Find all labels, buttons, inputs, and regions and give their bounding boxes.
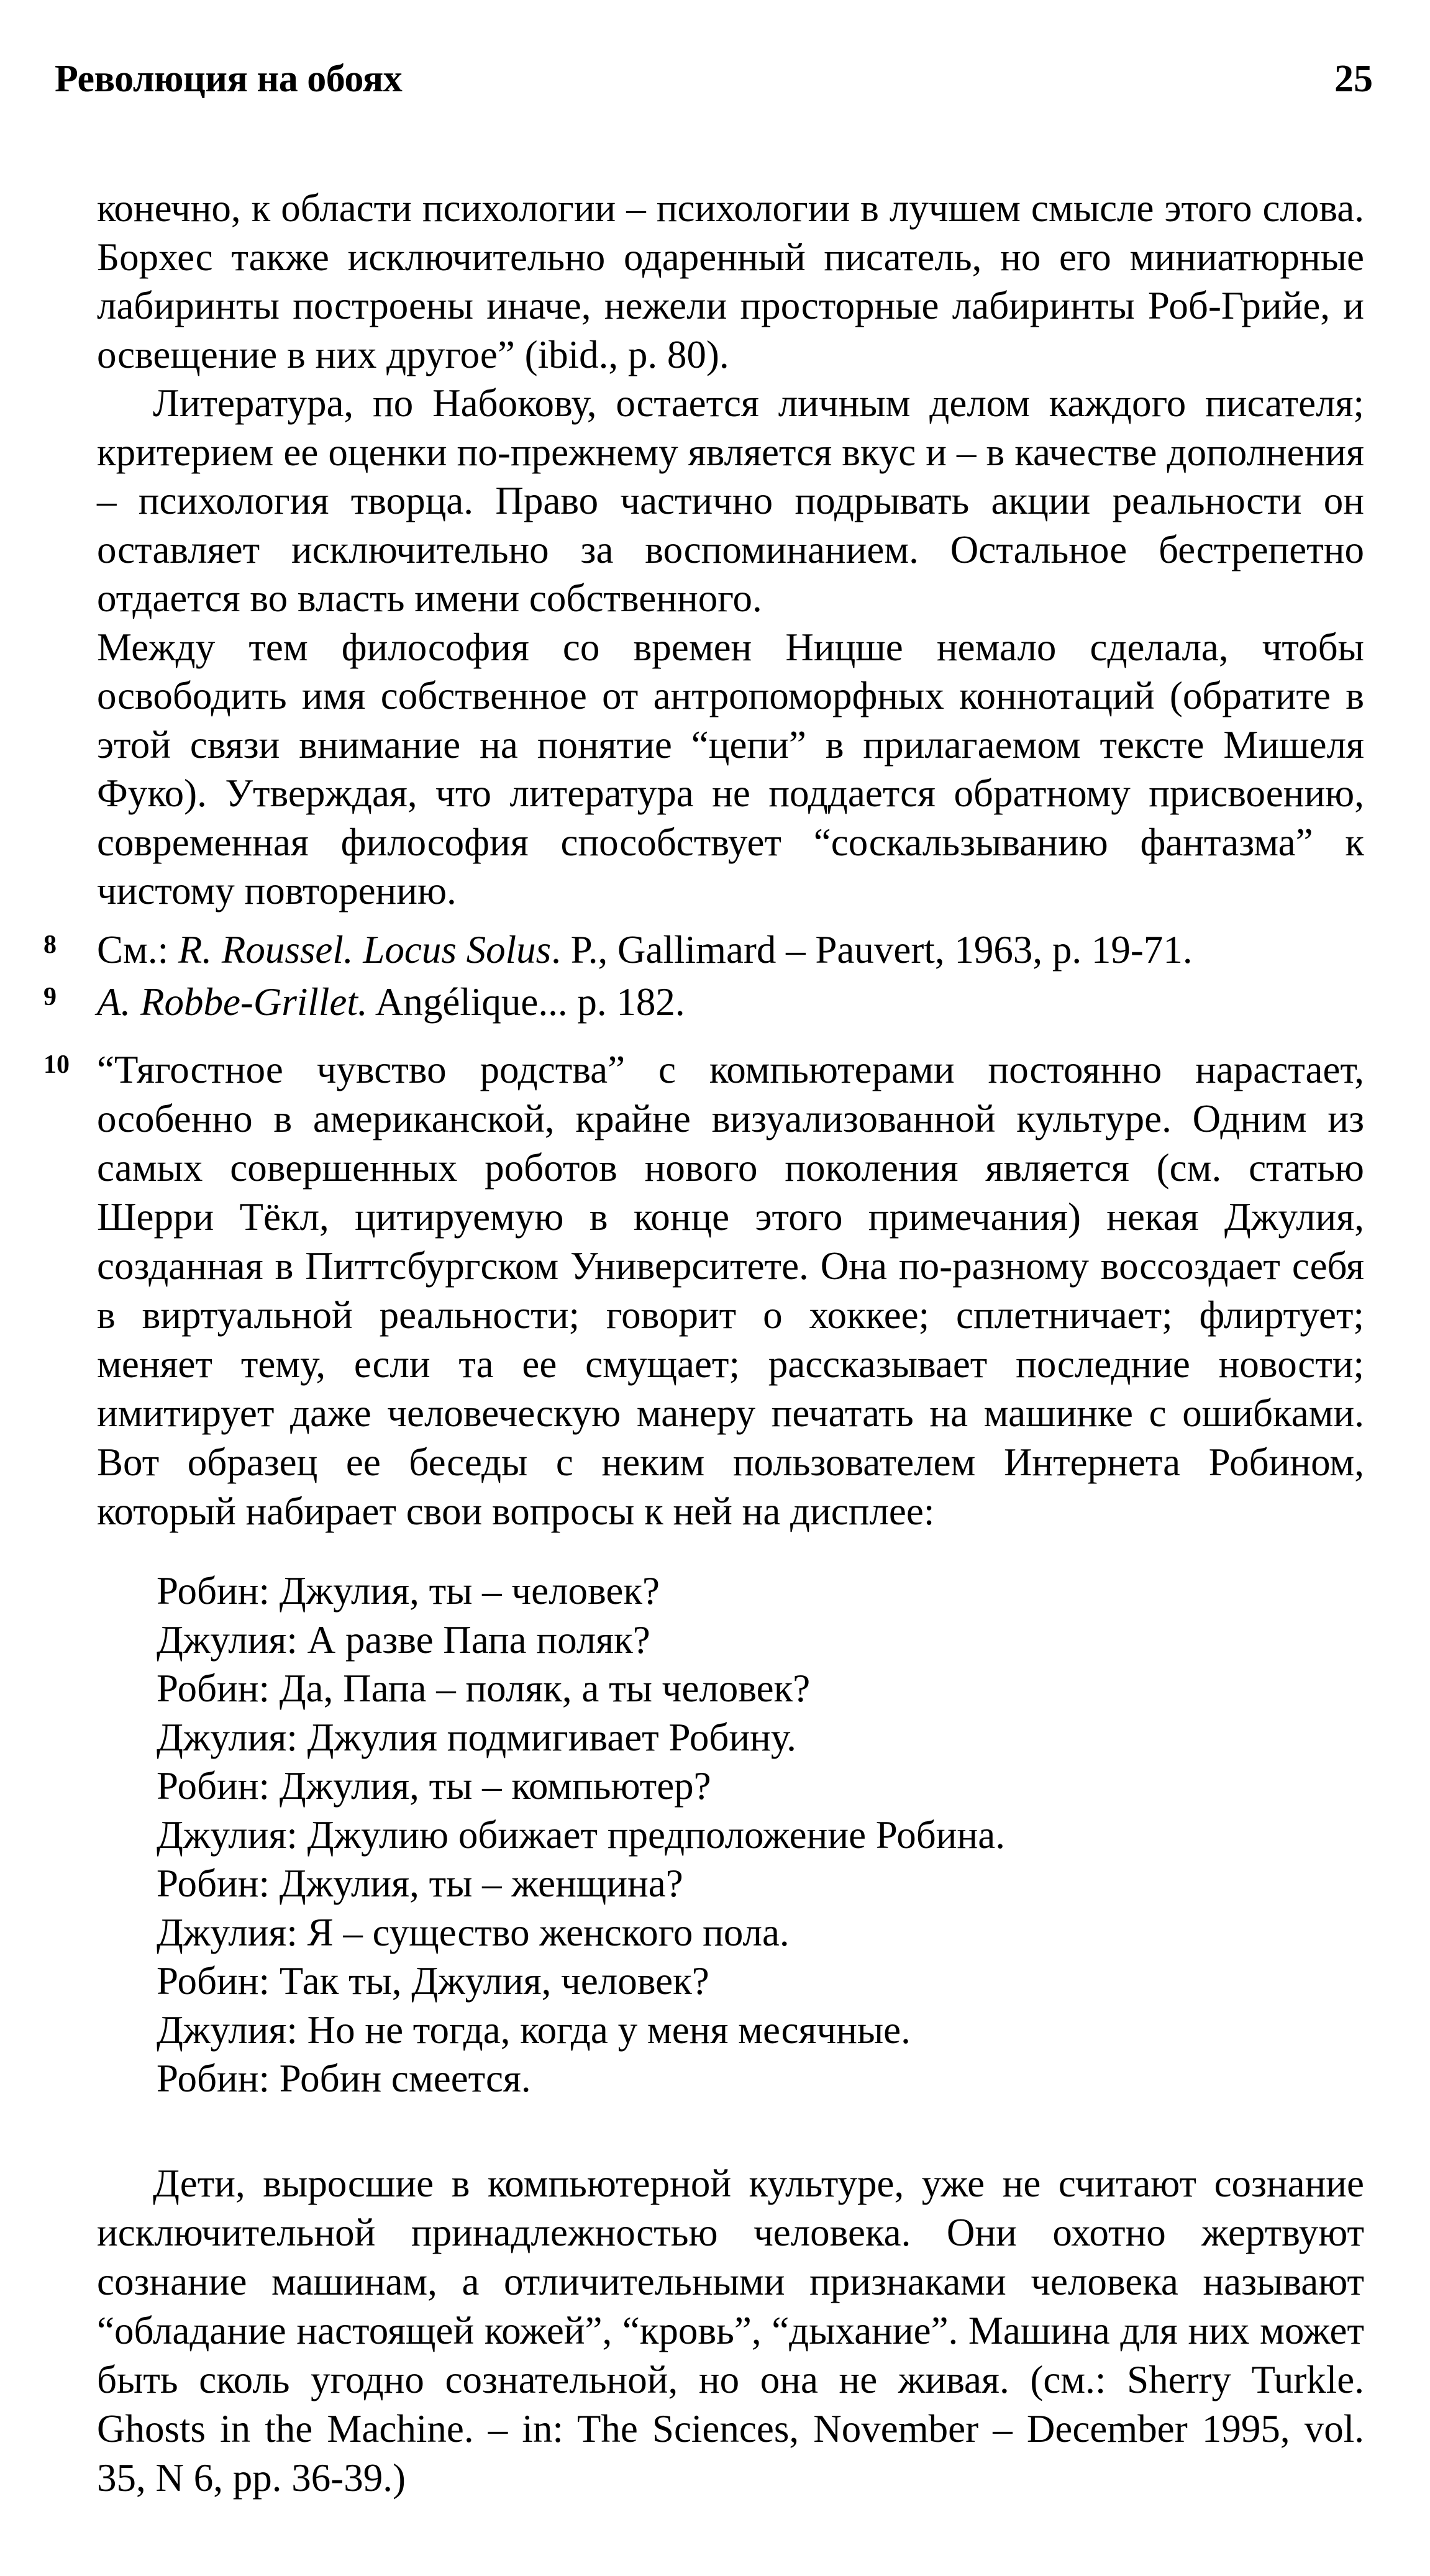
dialogue-line: Джулия: Джулию обижает предположение Робина. bbox=[157, 1813, 1005, 1857]
footnote-mark: 9 bbox=[43, 983, 57, 1011]
footnote-prefix: См.: bbox=[97, 928, 178, 972]
footnote-rest: Angélique... p. 182. bbox=[367, 980, 685, 1024]
dialogue-line: Джулия: Джулия подмигивает Робину. bbox=[157, 1715, 796, 1759]
dialogue-line: Робин: Джулия, ты – человек? bbox=[157, 1569, 660, 1613]
running-title: Революция на обоях bbox=[55, 58, 403, 100]
closing-text: Дети, выросшие в компьютерной культуре, уже не считают сознание исключительной принадлежностью человека. Они охотно жертвуют сознание машинам, а отличительными признаками человека называют “обладание настоящей кожей”, “кровь”, “дыхание”. Машина для них может быть сколь угодно сознательной, но она не живая. (см.: Sherry Turkle. Ghosts in the Machine. – in: The Sciences, November – December 1995, vol. 35, N 6, pp. 36-39.) bbox=[97, 2162, 1364, 2500]
page-number: 25 bbox=[1334, 58, 1373, 100]
dialogue-line: Робин: Так ты, Джулия, человек? bbox=[157, 1959, 709, 2003]
main-text bbox=[97, 184, 1364, 916]
dialogue-line: Робин: Джулия, ты – компьютер? bbox=[157, 1764, 711, 1808]
footnote-text: “Тягостное чувство родства” с компьютерами постоянно нарастает, особенно в американской, крайне визуализованной культуре. Одним из самых совершенных роботов нового поколения является (см. статью Шерри Тёкл, цитируемую в конце этого примечания) некая Джулия, созданная в Питтсбургском Университете. Она по-разному воссоздает себя в виртуальной реальности; говорит о хоккее; сплетничает; флиртует; меняет тему, если та ее смущает; рассказывает последние новости; имитирует даже человеческую манеру печатать на машинке с ошибками. Вот образец ее беседы с неким пользователем Интернета Робином, который набирает свои вопросы к ней на дисплее: bbox=[97, 1048, 1364, 1533]
closing-paragraph bbox=[97, 2159, 1364, 2503]
footnote-rest: . P., Gallimard – Pauvert, 1963, p. 19-71. bbox=[551, 928, 1193, 972]
dialogue-line: Робин: Да, Папа – поляк, а ты человек? bbox=[157, 1667, 811, 1710]
footnote-mark: 8 bbox=[43, 931, 57, 959]
dialogue-line: Джулия: Но не тогда, когда у меня месячные. bbox=[157, 2008, 911, 2052]
footnote-8 bbox=[43, 926, 1364, 975]
dialogue-block bbox=[157, 1567, 1005, 2103]
paragraph-philosophy: Между тем философия со времен Ницше немало сделала, чтобы освободить имя собственное от антропоморфных коннотаций (обратите в этой связи внимание на понятие “цепи” в прилагаемом тексте Мишеля Фуко). Утверждая, что литература не поддается обратному присвоению, современная философия способствует “соскальзыванию фантазма” к чистому повторению. bbox=[97, 625, 1364, 913]
dialogue-line: Робин: Робин смеется. bbox=[157, 2057, 531, 2100]
dialogue-line: Робин: Джулия, ты – женщина? bbox=[157, 1862, 683, 1905]
footnote-author: R. Roussel. Locus Solus bbox=[178, 928, 552, 972]
paragraph-nabokov: Литература, по Набокову, остается личным делом каждого писателя; критерием ее оценки по-прежнему является вкус и – в качестве дополнения – психология творца. Право частично подрывать акции реальности он оставляет исключительно за воспоминанием. Остальное бестрепетно отдается во власть имени собственного. bbox=[97, 381, 1364, 620]
footnote-mark: 10 bbox=[43, 1050, 70, 1079]
paragraph-continued: конечно, к области психологии – психологии в лучшем смысле этого слова. Борхес также исключительно одаренный писатель, но его миниатюрные лабиринты построены иначе, нежели просторные лабиринты Роб-Грийе, и освещение в них другое” (ibid., p. 80). bbox=[97, 186, 1364, 376]
footnote-9 bbox=[43, 978, 1364, 1027]
running-head bbox=[55, 57, 1373, 107]
footnote-author: A. Robbe-Grillet. bbox=[97, 980, 368, 1024]
dialogue-line: Джулия: Я – существо женского пола. bbox=[157, 1910, 790, 1954]
dialogue-line: Джулия: А разве Папа поляк? bbox=[157, 1618, 650, 1662]
footnote-10 bbox=[43, 1045, 1364, 1536]
